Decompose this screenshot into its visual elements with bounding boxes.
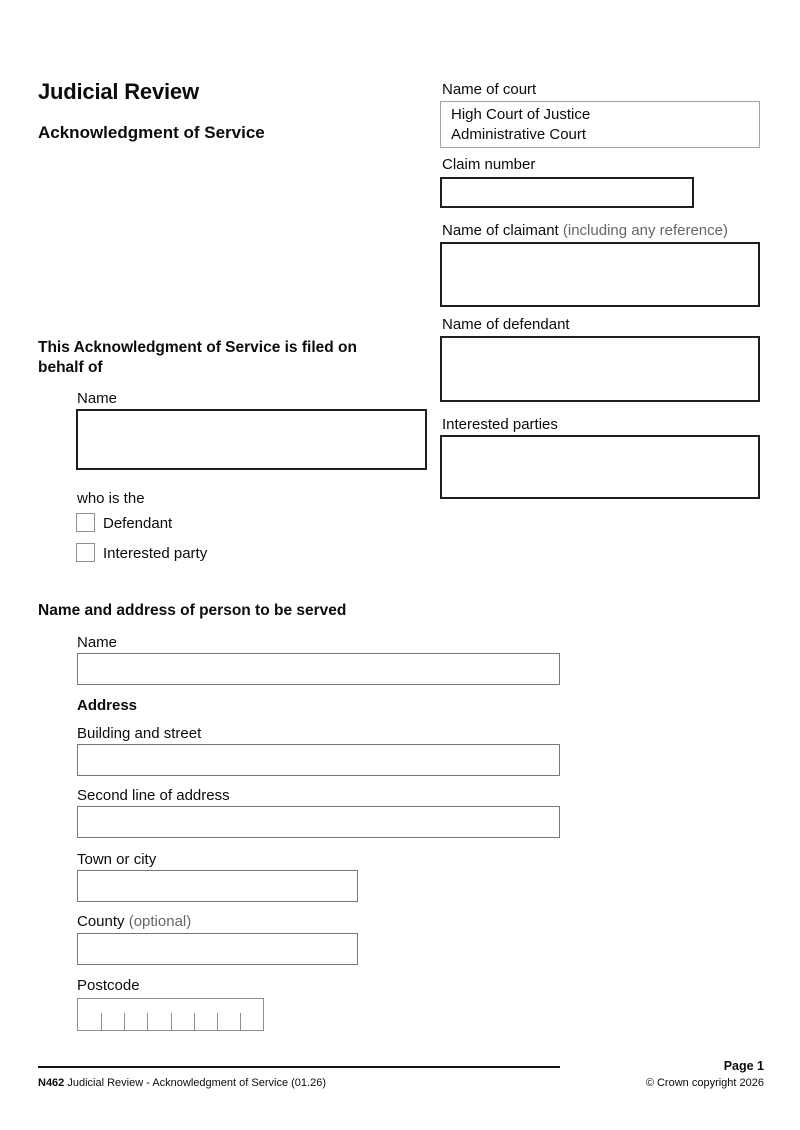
second-line-label: Second line of address [77,787,230,804]
interested-party-checkbox-label: Interested party [103,545,208,562]
claim-number-input[interactable] [440,177,694,208]
county-input[interactable] [77,933,358,965]
county-optional-hint: (optional) [128,913,192,930]
behalf-name-label: Name [77,390,118,407]
postcode-segment-divider [147,1013,148,1030]
name-of-claimant-input[interactable] [440,242,760,307]
footer-divider [38,1066,560,1068]
page-title: Judicial Review [38,79,199,104]
town-or-city-label: Town or city [77,851,157,868]
interested-parties-input[interactable] [440,435,760,499]
claim-number-label: Claim number [442,156,536,173]
building-and-street-input[interactable] [77,744,560,776]
county-label-text: County [77,913,125,930]
page-subtitle: Acknowledgment of Service [38,123,265,142]
postcode-segment-divider [240,1013,241,1030]
defendant-checkbox-label: Defendant [103,515,173,532]
postcode-label: Postcode [77,977,140,994]
town-or-city-input[interactable] [77,870,358,902]
name-of-claimant-label-text: Name of claimant [442,222,559,239]
postcode-segment-divider [171,1013,172,1030]
postcode-segment-divider [217,1013,218,1030]
name-of-defendant-input[interactable] [440,336,760,402]
second-line-input[interactable] [77,806,560,838]
footer-form-reference [38,1077,326,1089]
name-of-court-value-box [440,101,760,148]
postcode-segment-divider [124,1013,125,1030]
page-number: Page 1 [723,1059,764,1073]
behalf-name-input[interactable] [76,409,427,470]
who-is-the-label: who is the [77,490,145,507]
name-of-claimant-hint: (including any reference) [562,222,728,239]
address-heading: Address [77,697,138,714]
name-of-claimant-label [442,222,728,240]
name-of-defendant-label: Name of defendant [442,316,570,333]
interested-party-checkbox[interactable] [76,543,95,562]
served-name-input[interactable] [77,653,560,685]
form-code: N462 [38,1077,65,1089]
copyright-notice: © Crown copyright 2026 [645,1077,764,1089]
court-value-line-1: High Court of Justice [451,106,591,123]
interested-parties-label: Interested parties [442,416,558,433]
person-to-be-served-heading: Name and address of person to be served [38,602,347,619]
postcode-box[interactable] [77,998,264,1031]
served-name-label: Name [77,634,118,651]
filed-on-behalf-heading: This Acknowledgment of Service is filed on behalf of [38,339,357,376]
defendant-checkbox[interactable] [76,513,95,532]
postcode-segment-divider [194,1013,195,1030]
postcode-segment-divider [101,1013,102,1030]
court-value-line-2: Administrative Court [451,126,587,143]
building-and-street-label: Building and street [77,725,202,742]
name-of-court-label: Name of court [442,81,537,98]
form-title: Judicial Review - Acknowledgment of Service (01.26) [67,1077,326,1089]
county-label [77,913,191,931]
